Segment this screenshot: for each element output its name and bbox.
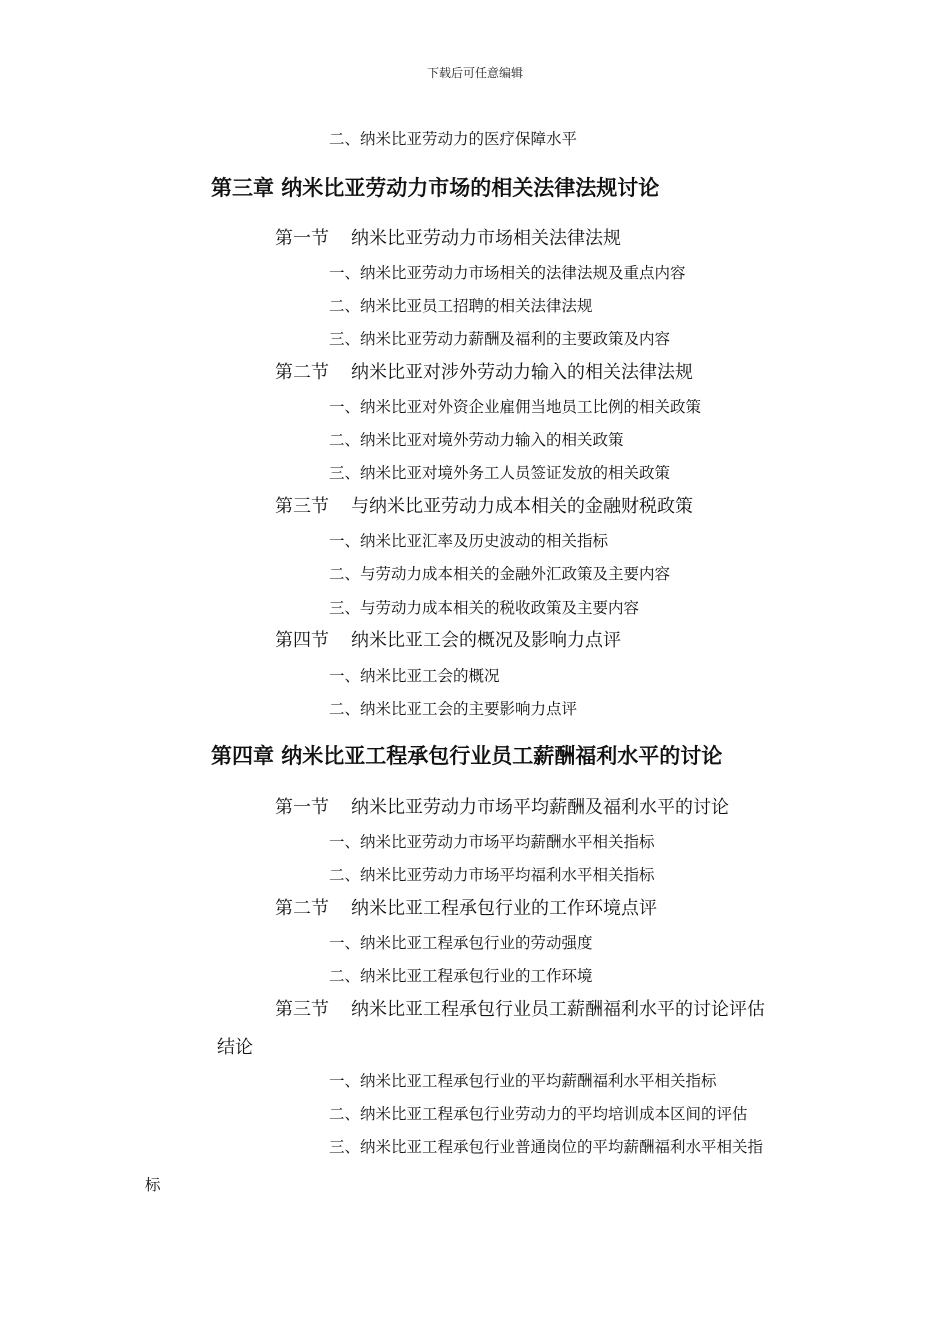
section-heading bbox=[275, 492, 693, 518]
chapter-title: 第三章 纳米比亚劳动力市场的相关法律法规讨论 bbox=[211, 176, 660, 200]
section-heading bbox=[275, 358, 693, 384]
page-header: 下载后可任意编辑 bbox=[426, 66, 523, 80]
section-number: 第三节 bbox=[275, 496, 329, 517]
toc-item: 二、与劳动力成本相关的金融外汇政策及主要内容 bbox=[329, 565, 671, 583]
section-title: 与纳米比亚劳动力成本相关的金融财税政策 bbox=[351, 496, 693, 517]
toc-item: 三、纳米比亚对境外务工人员签证发放的相关政策 bbox=[329, 464, 671, 482]
section-number: 第二节 bbox=[275, 898, 329, 919]
toc-item: 三、纳米比亚工程承包行业普通岗位的平均薪酬福利水平相关指 bbox=[329, 1138, 764, 1156]
section-heading bbox=[275, 894, 657, 920]
section-title-continuation: 结论 bbox=[217, 1037, 253, 1058]
toc-item: 一、纳米比亚对外资企业雇佣当地员工比例的相关政策 bbox=[329, 398, 702, 416]
toc-item: 二、纳米比亚工程承包行业的工作环境 bbox=[329, 967, 593, 985]
section-title: 纳米比亚劳动力市场相关法律法规 bbox=[351, 228, 621, 249]
toc-item-continuation: 标 bbox=[145, 1176, 161, 1194]
toc-item: 二、纳米比亚劳动力市场平均福利水平相关指标 bbox=[329, 866, 655, 884]
section-title: 纳米比亚工程承包行业的工作环境点评 bbox=[351, 898, 657, 919]
section-number: 第二节 bbox=[275, 362, 329, 383]
section-number: 第一节 bbox=[275, 228, 329, 249]
toc-item: 一、纳米比亚劳动力市场平均薪酬水平相关指标 bbox=[329, 833, 655, 851]
section-title: 纳米比亚劳动力市场平均薪酬及福利水平的讨论 bbox=[351, 797, 729, 818]
toc-item: 三、与劳动力成本相关的税收政策及主要内容 bbox=[329, 599, 640, 617]
section-heading bbox=[275, 793, 729, 819]
chapter-title: 第四章 纳米比亚工程承包行业员工薪酬福利水平的讨论 bbox=[211, 744, 723, 768]
section-number: 第三节 bbox=[275, 999, 329, 1020]
section-title: 纳米比亚对涉外劳动力输入的相关法律法规 bbox=[351, 362, 693, 383]
section-number: 第四节 bbox=[275, 630, 329, 651]
toc-item: 三、纳米比亚劳动力薪酬及福利的主要政策及内容 bbox=[329, 330, 671, 348]
section-number: 第一节 bbox=[275, 797, 329, 818]
toc-item: 一、纳米比亚工程承包行业的平均薪酬福利水平相关指标 bbox=[329, 1072, 717, 1090]
section-heading bbox=[275, 626, 621, 652]
toc-item: 二、纳米比亚工程承包行业劳动力的平均培训成本区间的评估 bbox=[329, 1105, 748, 1123]
toc-item: 二、纳米比亚劳动力的医疗保障水平 bbox=[329, 130, 578, 148]
toc-item: 二、纳米比亚工会的主要影响力点评 bbox=[329, 700, 578, 718]
section-heading bbox=[275, 995, 765, 1021]
toc-item: 一、纳米比亚汇率及历史波动的相关指标 bbox=[329, 532, 609, 550]
toc-item: 二、纳米比亚对境外劳动力输入的相关政策 bbox=[329, 431, 624, 449]
section-title: 纳米比亚工会的概况及影响力点评 bbox=[351, 630, 621, 651]
section-title: 纳米比亚工程承包行业员工薪酬福利水平的讨论评估 bbox=[351, 999, 765, 1020]
toc-item: 一、纳米比亚劳动力市场相关的法律法规及重点内容 bbox=[329, 264, 686, 282]
section-heading bbox=[275, 224, 621, 250]
toc-item: 一、纳米比亚工程承包行业的劳动强度 bbox=[329, 934, 593, 952]
toc-item: 一、纳米比亚工会的概况 bbox=[329, 667, 500, 685]
toc-item: 二、纳米比亚员工招聘的相关法律法规 bbox=[329, 297, 593, 315]
